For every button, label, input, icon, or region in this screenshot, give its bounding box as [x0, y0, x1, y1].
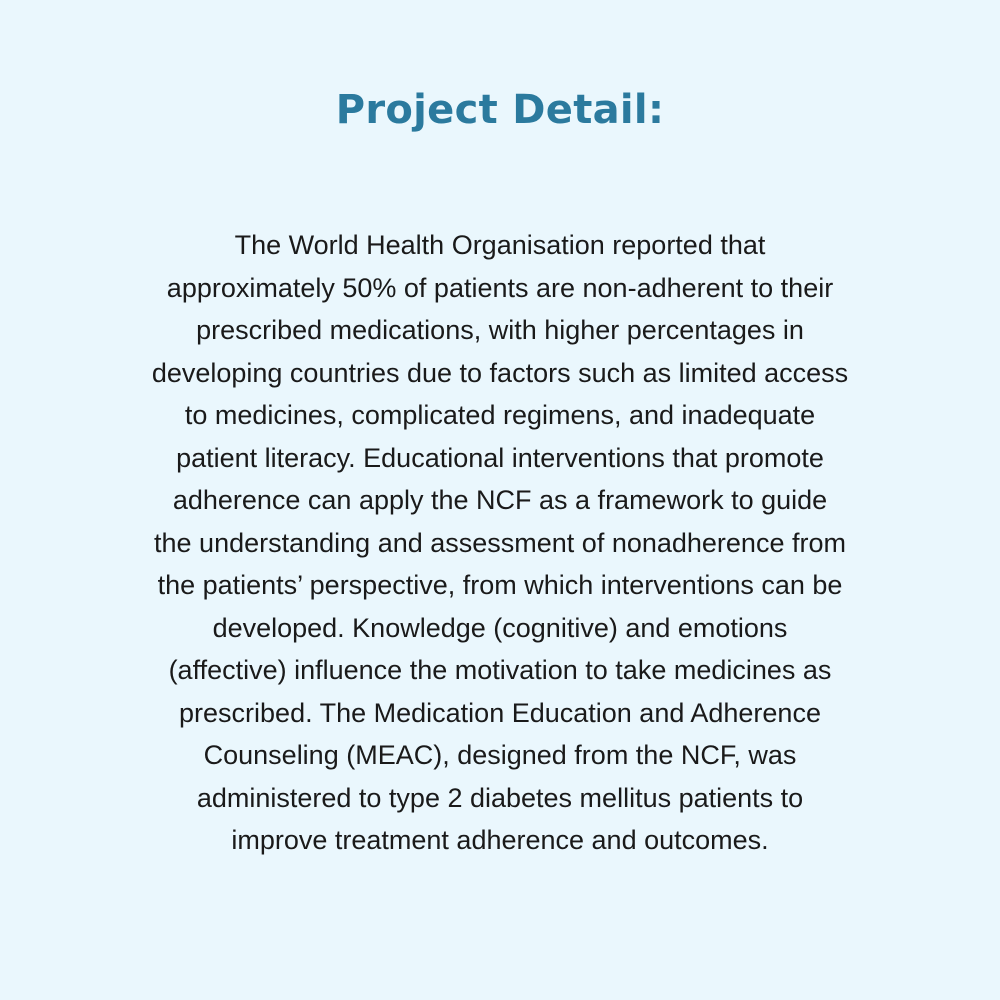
text-line: administered to type 2 diabetes mellitus patients to [196, 782, 804, 813]
text-line: The World Health Organisation reported that [234, 230, 766, 260]
text-line: patient literacy. Educational interventions that promote [176, 442, 824, 473]
text-line: developed. Knowledge (cognitive) and emotions [212, 612, 788, 643]
text-line: the understanding and assessment of nonadherence from [154, 527, 846, 558]
page-title: Project Detail: [335, 87, 665, 133]
text-line: developing countries due to factors such as limited access [151, 357, 849, 388]
text-line: the patients’ perspective, from which interventions can be [157, 570, 843, 600]
text-line: Counseling (MEAC), designed from the NCF, was [203, 740, 797, 770]
text-line: prescribed medications, with higher percentages in [196, 315, 804, 345]
text-line: to medicines, complicated regimens, and inadequate [184, 400, 816, 430]
text-line: approximately 50% of patients are non-adherent to their [166, 272, 834, 303]
text-line: prescribed. The Medication Education and Adherence [179, 697, 821, 728]
text-line: adherence can apply the NCF as a framework to guide [172, 485, 828, 515]
text-line: improve treatment adherence and outcomes. [231, 825, 769, 855]
project-detail-text [100, 224, 900, 862]
text-line: (affective) influence the motivation to take medicines as [168, 655, 832, 685]
